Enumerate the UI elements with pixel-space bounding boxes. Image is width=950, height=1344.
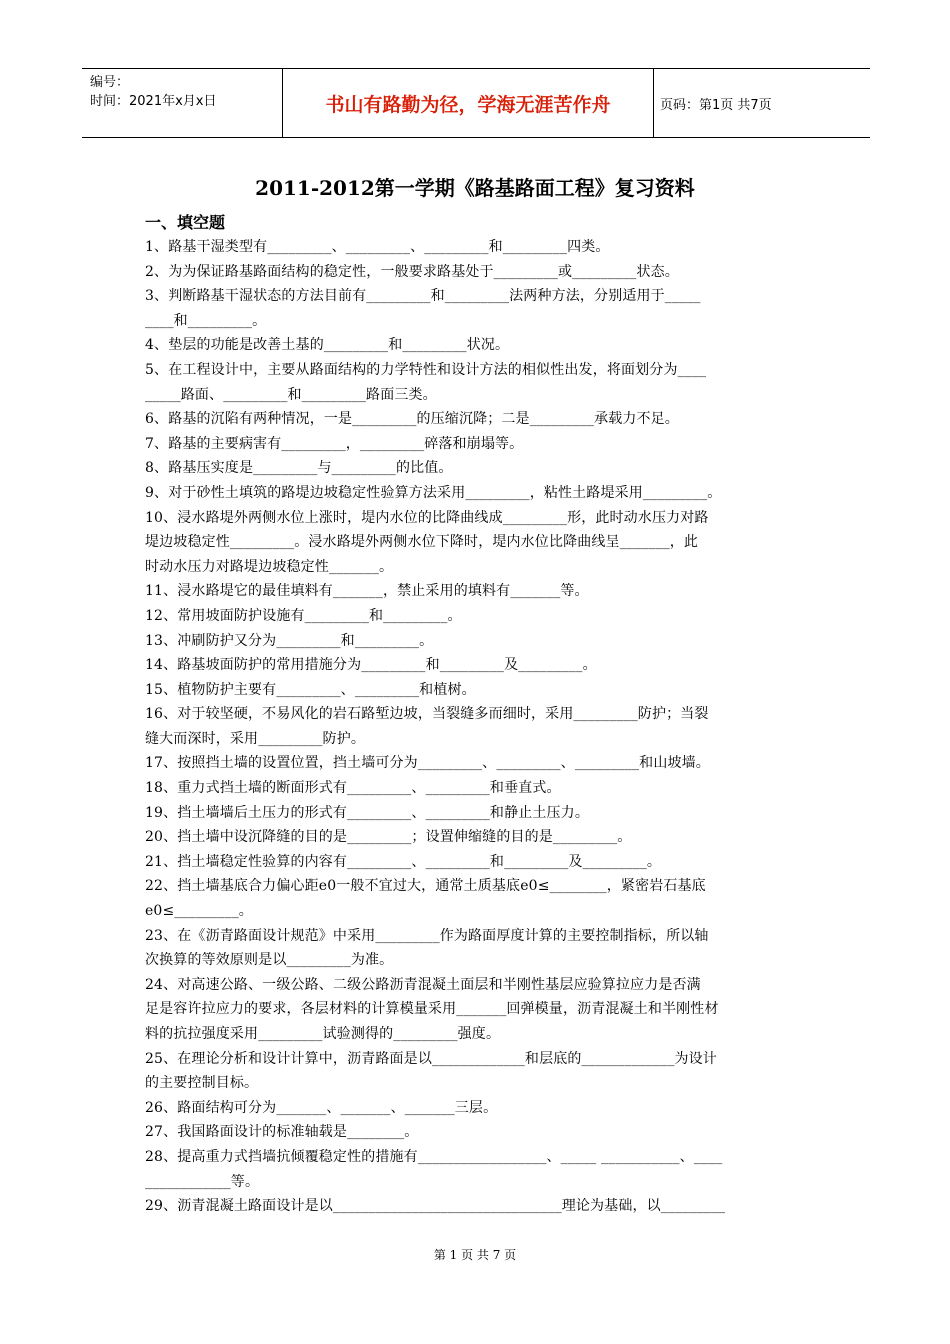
question-line: 堤边坡稳定性_________。浸水路堤外两侧水位下降时，堤内水位比降曲线呈_______，此 [145, 534, 699, 551]
question-line: 12、常用坡面防护设施有_________和_________。 [145, 607, 462, 624]
question-line: 3、判断路基干湿状态的方法目前有_________和_________法两种方法，分别适用于_____ [145, 288, 701, 305]
question-line: 10、浸水路堤外两侧水位上涨时，堤内水位的比降曲线成_________形，此时动水压力对路 [145, 509, 709, 526]
question-line: 25、在理论分析和设计计算中，沥青路面是以_____________和层底的_____________为设计 [145, 1050, 717, 1067]
question-line: 7、路基的主要病害有_________，_________碎落和崩塌等。 [145, 435, 524, 452]
section-heading: 一、填空题 [145, 213, 226, 232]
header-meta [90, 73, 216, 111]
question-line: 2、为为保证路基路面结构的稳定性，一般要求路基处于_________或_________状态。 [145, 263, 679, 280]
question-line: 6、路基的沉陷有两种情况，一是_________的压缩沉降；二是_________承载力不足。 [145, 411, 679, 428]
question-line: 22、挡土墙基底合力偏心距e0一般不宜过大，通常土质基底e0≤________，紧密岩石基底 [145, 878, 706, 895]
question-line: 20、挡土墙中设沉降缝的目的是_________；设置伸缩缝的目的是_________。 [145, 829, 632, 846]
question-line: 28、提高重力式挡墙抗倾覆稳定性的措施有__________________、_____ ___________、____ [145, 1148, 723, 1165]
question-line: 缝大而深时，采用_________防护。 [145, 730, 365, 747]
question-line: e0≤_________。 [145, 903, 253, 920]
question-line: 19、挡土墙墙后土压力的形式有_________、_________和静止土压力。 [145, 804, 589, 821]
question-line: 4、垫层的功能是改善土基的_________和_________状况。 [145, 337, 510, 354]
question-line: 27、我国路面设计的标准轴载是________。 [145, 1124, 419, 1141]
question-line: 21、挡土墙稳定性验算的内容有_________、_________和_________及_________。 [145, 853, 662, 870]
question-line: 14、路基坡面防护的常用措施分为_________和_________及_________。 [145, 657, 597, 674]
header-date: 时间：2021年x月x日 [90, 94, 217, 109]
question-line: 足是容许拉应力的要求，各层材料的计算模量采用_______回弹模量，沥青混凝土和半刚性材 [145, 1001, 719, 1018]
question-line: 1、路基干湿类型有_________、_________、_________和_________四类。 [145, 239, 610, 255]
question-line: ____________等。 [145, 1173, 260, 1190]
question-line: 16、对于较坚硬，不易风化的岩石路堑边坡，当裂缝多而细时，采用_________防护；当裂 [145, 706, 709, 723]
question-line: 料的抗拉强度采用_________试验测得的_________强度。 [145, 1026, 501, 1042]
question-line: 9、对于砂性土填筑的路堤边坡稳定性验算方法采用_________，粘性土路堤采用_________。 [145, 484, 722, 501]
question-line: 8、路基压实度是_________与_________的比值。 [145, 460, 453, 477]
question-line: 26、路面结构可分为_______、_______、_______三层。 [145, 1099, 498, 1116]
header-page-info: 页码：第1页 共7页 [660, 97, 772, 113]
question-line: 24、对高速公路、一级公路、二级公路沥青混凝土面层和半刚性基层应验算拉应力是否满 [145, 976, 701, 993]
question-line: 的主要控制目标。 [145, 1075, 259, 1092]
question-line: 23、在《沥青路面设计规范》中采用_________作为路面厚度计算的主要控制指标，所以轴 [145, 927, 709, 944]
question-line: _____路面、_________和_________路面三类。 [145, 386, 437, 403]
question-line: 时动水压力对路堤边坡稳定性_______。 [145, 558, 394, 575]
question-line: 15、植物防护主要有_________、_________和植树。 [145, 681, 476, 698]
question-line: 次换算的等效原则是以_________为准。 [145, 952, 394, 969]
page-header [82, 68, 870, 138]
question-line: 11、浸水路堤它的最佳填料有_______，禁止采用的填料有_______等。 [145, 583, 589, 600]
question-line: 29、沥青混凝土路面设计是以________________________________理论为基础，以_________ [145, 1198, 726, 1215]
header-motto: 书山有路勤为径，学海无涯苦作舟 [282, 69, 654, 137]
question-list [145, 235, 820, 1219]
page-footer: 第 1 页 共 7 页 [433, 1248, 517, 1262]
question-line: 17、按照挡土墙的设置位置，挡土墙可分为_________、_________、_________和山坡墙。 [145, 755, 710, 772]
document-title: 2011-2012第一学期《路基路面工程》复习资料 [255, 176, 695, 200]
question-line: 13、冲刷防护又分为_________和_________。 [145, 632, 434, 649]
question-line: 18、重力式挡土墙的断面形式有_________、_________和垂直式。 [145, 780, 561, 797]
header-number-label: 编号： [90, 75, 130, 90]
question-line: ____和_________。 [145, 312, 267, 329]
question-line: 5、在工程设计中，主要从路面结构的力学特性和设计方法的相似性出发，将面划分为____ [145, 361, 707, 378]
